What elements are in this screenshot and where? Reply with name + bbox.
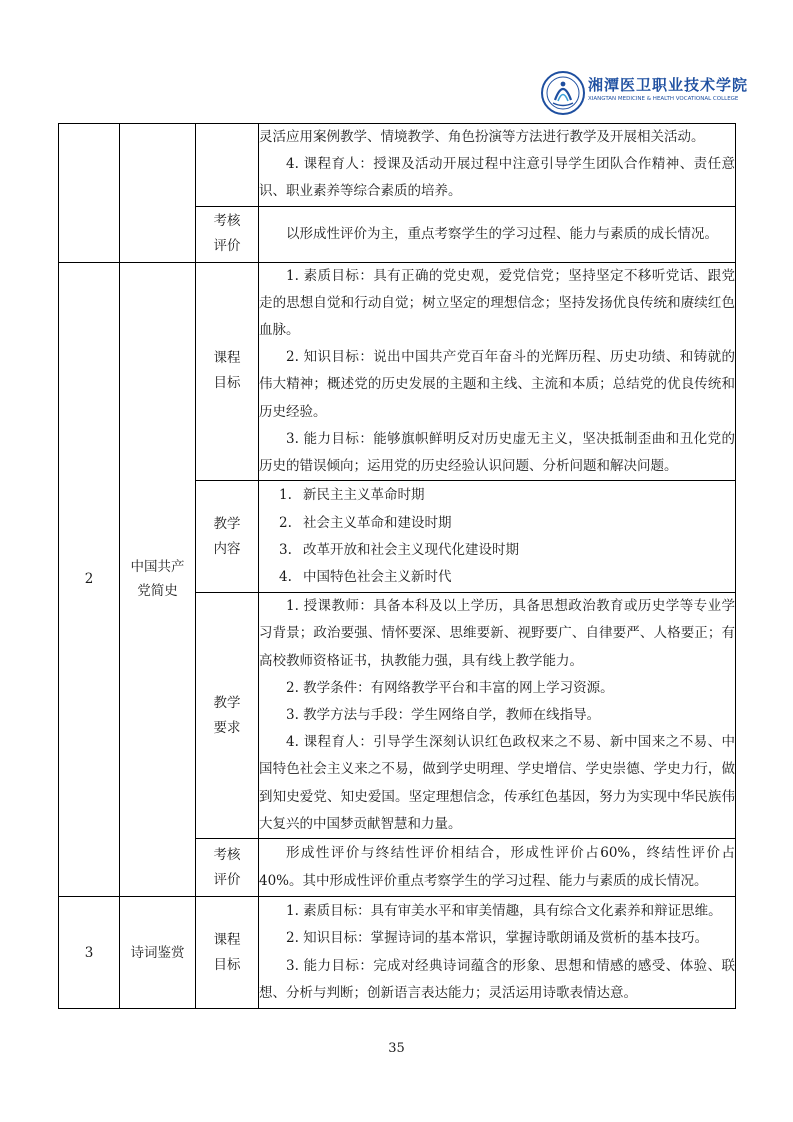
page-number: 35 xyxy=(388,1041,405,1056)
goal-quality: 1. 素质目标：具有审美水平和审美情趣，具有综合文化素养和辩证思维。 xyxy=(286,903,722,920)
goal-knowledge: 2. 知识目标：说出中国共产党百年奋斗的光辉历程、历史功绩、和铸就的伟大精神；概述党的历史发展的主题和主线、主流和本质；总结党的优良传统和历史经验。 xyxy=(259,349,735,420)
course-number-cell: 3 xyxy=(59,897,120,1009)
course-name-cell xyxy=(120,262,196,896)
assess-text: 以形成性评价为主，重点考察学生的学习过程、能力与素质的成长情况。 xyxy=(286,225,718,242)
goal-ability: 3. 能力目标：能够旗帜鲜明反对历史虚无主义，坚决抵制歪曲和丑化党的历史的错误倾向；运用党的历史经验认识问题、分析问题和解决问题。 xyxy=(259,430,735,475)
assess-text-cell xyxy=(259,206,736,262)
goal-cell xyxy=(259,897,736,1009)
logo-text-en: XIANGTAN MEDICINE & HEALTH VOCATIONAL COLLEGE xyxy=(588,96,739,102)
course-name-line: 党简史 xyxy=(137,583,178,600)
req-teacher: 1. 授课教师：具备本科及以上学历，具备思想政治教育或历史学等专业学习背景；政治要强、情怀要深、思维要新、视野要广、自律要严、人格要正；有高校教师资格证书，执教能力强，具有线上教学能力。 xyxy=(259,598,735,669)
table-row xyxy=(59,124,736,207)
list-item: 3. 改革开放和社会主义现代化建设时期 xyxy=(279,541,519,558)
assess-text: 形成性评价与终结性评价相结合，形成性评价占60%，终结性评价占40%。其中形成性评价重点考察学生的学习过程、能力与素质的成长情况。 xyxy=(259,845,735,889)
table-row xyxy=(59,262,736,481)
content-label: 教学 内容 xyxy=(196,481,259,593)
course-number-cell: 2 xyxy=(59,262,120,896)
content-cell xyxy=(259,124,736,207)
assess-label: 考核 评价 xyxy=(196,206,259,262)
method-text: 灵活应用案例教学、情境教学、角色扮演等方法进行教学及开展相关活动。 xyxy=(259,129,705,145)
req-cell xyxy=(259,593,736,839)
goal-quality: 1. 素质目标：具有正确的党史观，爱党信党；坚持坚定不移听党话、跟党走的思想自觉和行动自觉；树立坚定的理想信念；坚持发扬优良传统和赓续红色血脉。 xyxy=(259,267,735,339)
label-cell xyxy=(196,124,259,207)
req-methods: 3. 教学方法与手段：学生网络自学，教师在线指导。 xyxy=(286,707,601,724)
college-logo xyxy=(540,70,750,118)
assess-text-cell xyxy=(259,839,736,897)
assess-label: 考核 评价 xyxy=(196,839,259,897)
content-list-cell xyxy=(259,481,736,593)
education-text: 4. 课程育人：授课及活动开展过程中注意引导学生团队合作精神、责任意识、职业素养等综合素质的培养。 xyxy=(259,156,735,200)
goal-label: 课程 目标 xyxy=(196,262,259,481)
course-name-cell: 诗词鉴赏 xyxy=(120,897,196,1009)
req-label: 教学 要求 xyxy=(196,593,259,839)
table-row xyxy=(59,897,736,1009)
course-number-cell xyxy=(59,124,120,263)
goal-knowledge: 2. 知识目标：掌握诗词的基本常识，掌握诗歌朗诵及赏析的基本技巧。 xyxy=(286,930,709,947)
college-emblem-icon xyxy=(540,70,586,116)
goal-ability: 3. 能力目标：完成对经典诗词蕴含的形象、思想和情感的感受、体验、联想、分析与判断；创新语言表达能力；灵活运用诗歌表情达意。 xyxy=(259,957,735,1001)
goal-cell xyxy=(259,262,736,481)
req-education: 4. 课程育人：引导学生深刻认识红色政权来之不易、新中国来之不易、中国特色社会主义来之不易，做到学史明理、学史增信、学史崇德、学史力行，做到知史爱党、知史爱国。坚定理想信念，传承红色基因，努力为实现中华民族伟大复兴的中国梦贡献智慧和力量。 xyxy=(259,734,735,832)
logo-text-cn: 湘潭医卫职业技术学院 xyxy=(588,76,749,94)
course-name-cell xyxy=(120,124,196,263)
list-item: 2. 社会主义革命和建设时期 xyxy=(279,514,452,531)
curriculum-table xyxy=(58,123,736,1009)
list-item: 4. 中国特色社会主义新时代 xyxy=(279,568,452,585)
list-item: 1. 新民主主义革命时期 xyxy=(279,487,425,504)
goal-label: 课程 目标 xyxy=(196,897,259,1009)
req-conditions: 2. 教学条件：有网络教学平台和丰富的网上学习资源。 xyxy=(286,679,614,696)
course-name-line: 中国共产 xyxy=(130,559,185,576)
